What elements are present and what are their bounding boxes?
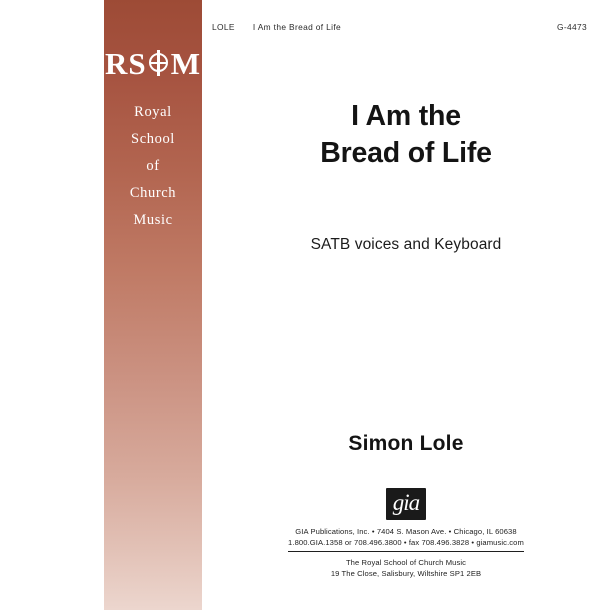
item-number: G-4473 <box>556 22 587 32</box>
rscm-logo-text-start: RS <box>105 46 147 81</box>
rscm-logo <box>105 48 201 79</box>
gia-logo-glyph: gia <box>392 490 420 515</box>
composer-name: Simon Lole <box>348 432 464 455</box>
title-line-2: Bread of Life <box>320 137 492 169</box>
spine-content <box>104 0 202 610</box>
spine-word-royal: Royal <box>134 104 172 120</box>
rscm-spine-wordmark <box>130 99 176 234</box>
publisher-address-line: GIA Publications, Inc. • 7404 S. Mason Ave. • Chicago, IL 60638 <box>295 527 517 536</box>
scoring-subtitle: SATB voices and Keyboard <box>310 236 502 253</box>
page-title <box>202 98 610 172</box>
catalog-code: LOLE <box>212 22 235 32</box>
gia-logo-icon <box>386 488 426 520</box>
divider <box>288 551 524 552</box>
spine-word-of: of <box>146 158 160 174</box>
rscm-address-line: 19 The Close, Salisbury, Wiltshire SP1 2EB <box>330 569 482 578</box>
spine-word-music: Music <box>133 212 173 228</box>
title-line-1: I Am the <box>351 100 461 132</box>
page-header <box>212 22 587 32</box>
spine-word-church: Church <box>129 185 177 201</box>
rscm-name-line: The Royal School of Church Music <box>345 558 467 567</box>
publisher-contact-line: 1.800.GIA.1358 or 708.496.3800 • fax 708.496.3828 • giamusic.com <box>288 538 524 547</box>
rscm-address-block <box>202 557 610 579</box>
cross-in-circle-icon <box>148 52 170 75</box>
header-short-title: I Am the Bread of Life <box>252 22 342 32</box>
rscm-logo-text-end: M <box>170 46 201 81</box>
rscm-spine-banner <box>104 0 202 610</box>
spine-word-school: School <box>131 131 175 147</box>
publisher-block <box>202 488 610 579</box>
